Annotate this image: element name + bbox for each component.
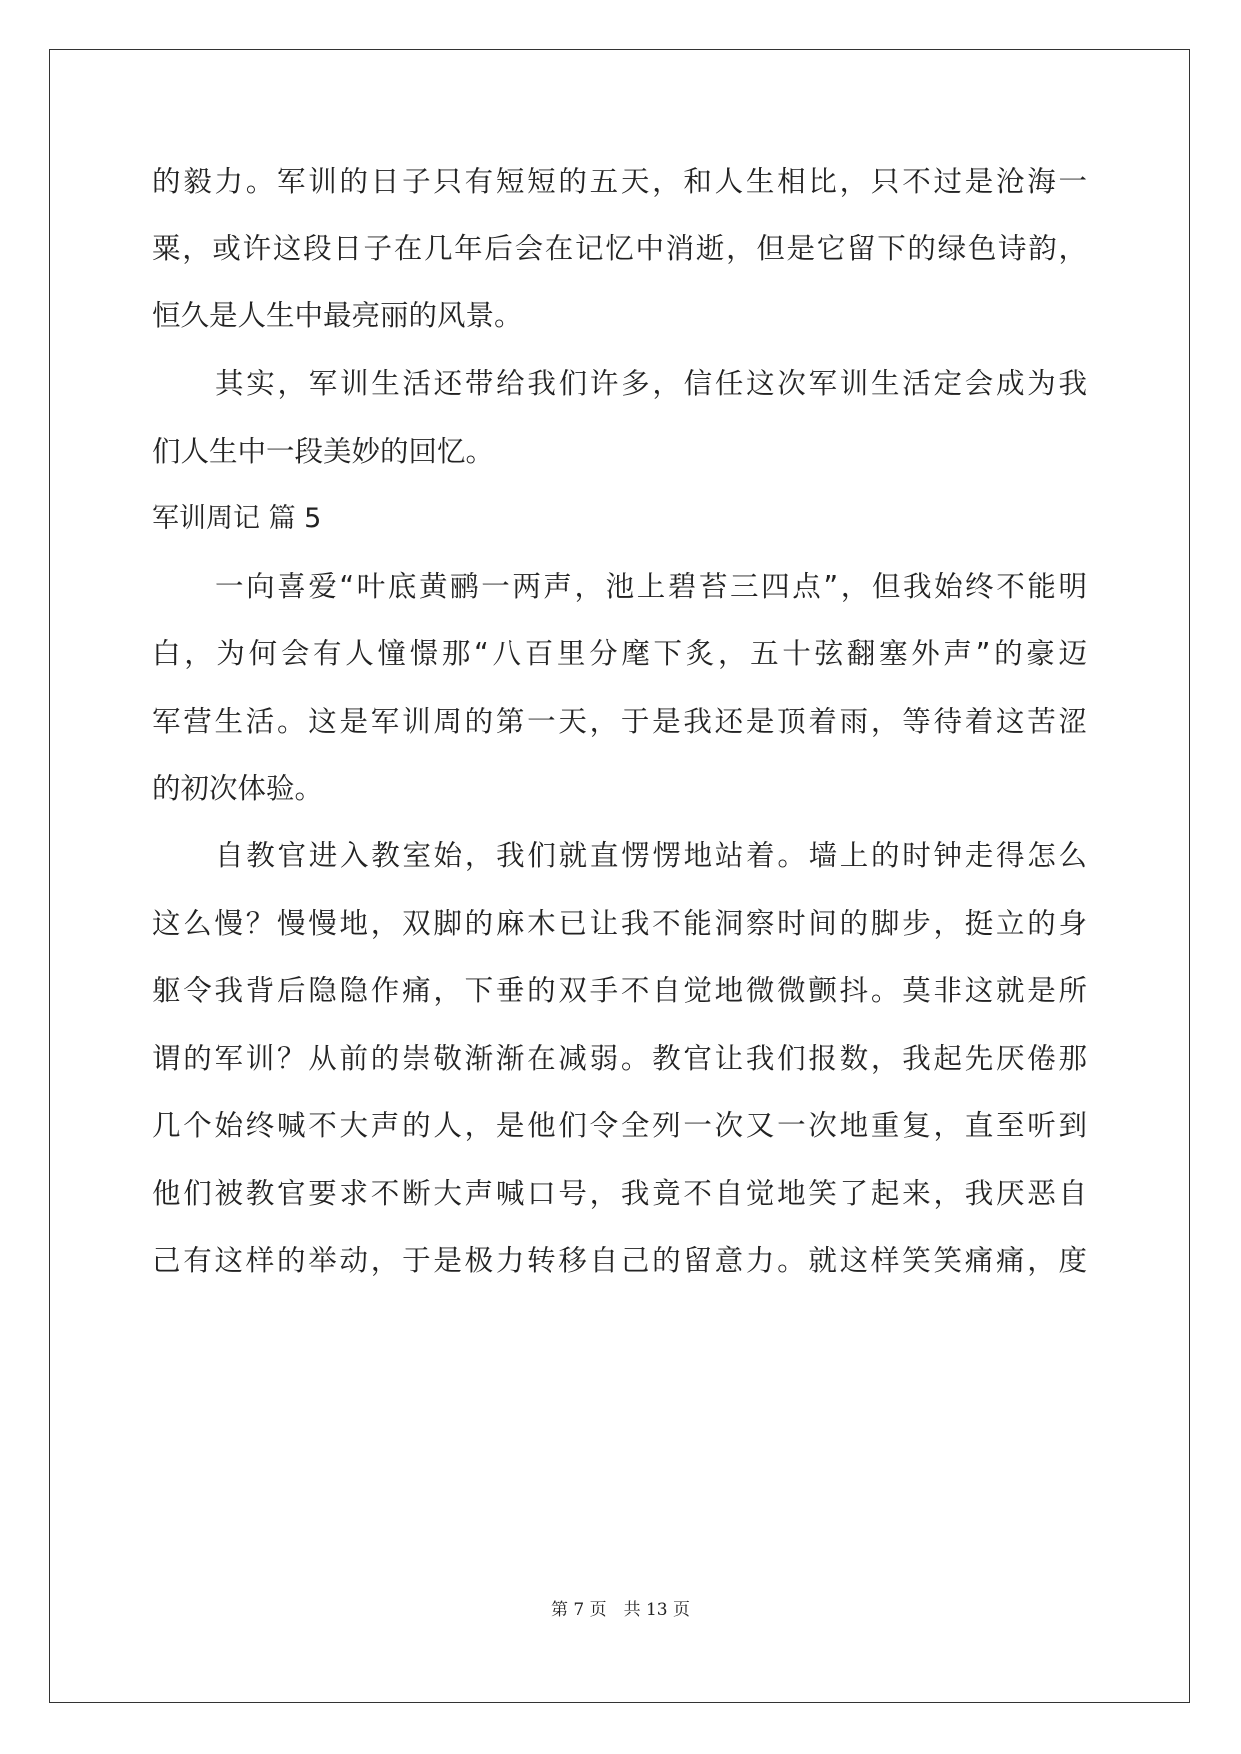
text-line: 自教官进入教室始，我们就直愣愣地站着。墙上的时钟走得怎么 [215,839,1087,872]
text-line: 谓的军训？从前的崇敬渐渐在减弱。教官让我们报数，我起先厌倦那 [152,1042,1087,1075]
text-line: 己有这样的举动，于是极力转移自己的留意力。就这样笑笑痛痛，度 [152,1244,1087,1277]
text-line: 几个始终喊不大声的人，是他们令全列一次又一次地重复，直至听到 [152,1109,1087,1142]
text-line: 的毅力。军训的日子只有短短的五天，和人生相比，只不过是沧海一 [152,165,1087,198]
text-line: 军营生活。这是军训周的第一天，于是我还是顶着雨，等待着这苦涩 [152,705,1087,738]
text-line: 其实，军训生活还带给我们许多，信任这次军训生活定会成为我 [215,367,1087,400]
section-heading: 军训周记 篇 5 [152,503,322,534]
text-line: 们人生中一段美妙的回忆。 [152,435,495,468]
text-line: 这么慢？慢慢地，双脚的麻木已让我不能洞察时间的脚步，挺立的身 [152,907,1087,940]
text-line: 他们被教官要求不断大声喊口号，我竟不自觉地笑了起来，我厌恶自 [152,1177,1087,1210]
text-line: 的初次体验。 [152,772,324,805]
text-line: 恒久是人生中最亮丽的风景。 [152,299,523,332]
page-footer: 第 7 页 共 13 页 [550,1600,691,1620]
text-line: 一向喜爱“叶底黄鹂一两声，池上碧苔三四点”，但我始终不能明 [215,570,1087,603]
text-line: 躯令我背后隐隐作痛，下垂的双手不自觉地微微颤抖。莫非这就是所 [152,974,1087,1007]
text-line: 白，为何会有人憧憬那“八百里分麾下炙，五十弦翻塞外声”的豪迈 [152,637,1087,670]
text-line: 粟，或许这段日子在几年后会在记忆中消逝，但是它留下的绿色诗韵， [152,232,1087,265]
